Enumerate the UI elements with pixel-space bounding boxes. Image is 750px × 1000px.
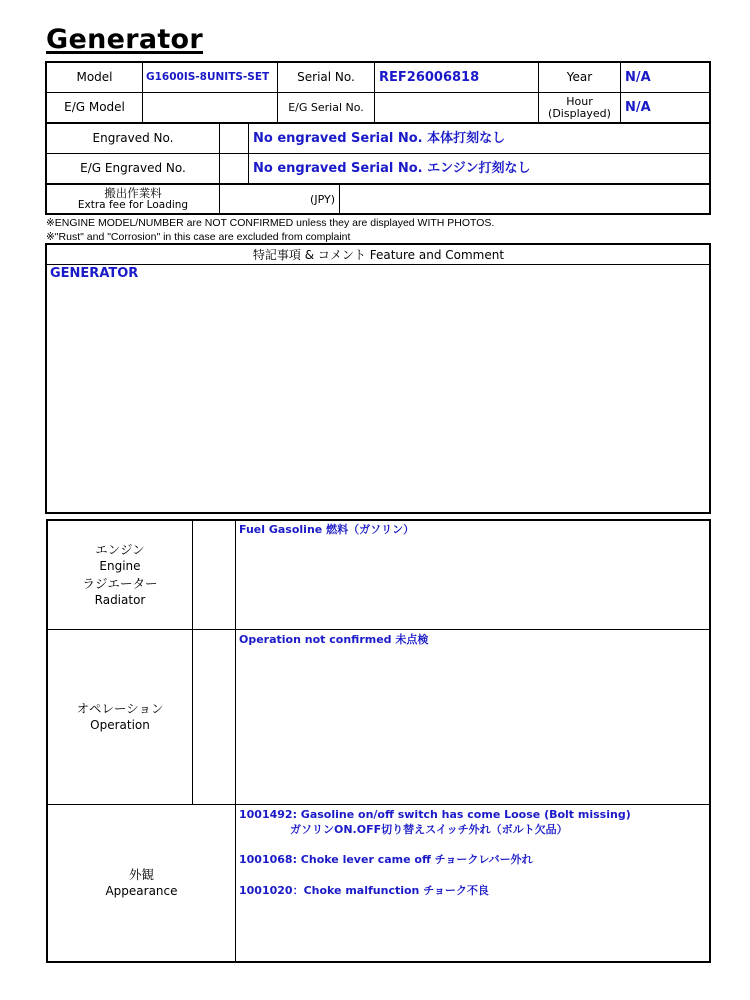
feature-text: GENERATOR [50,266,139,281]
serial-value: REF26006818 [379,70,480,85]
appearance-item: ガソリンON.OFF切り替えスイッチ外れ（ボルト欠品） [290,823,568,836]
engine-section-label [48,521,192,629]
engraved-label: Engraved No. [92,131,174,145]
eg-model-value [143,93,277,122]
eg-serial-value [375,93,538,122]
hour-label [539,93,620,122]
note-engine-confirmation: ※ENGINE MODEL/NUMBER are NOT CONFIRMED unless they are displayed WITH PHOTOS. [46,217,495,229]
note-rust-exclusion: ※"Rust" and "Corrosion" in this case are excluded from complaint [46,231,351,243]
hour-label-line1: Hour [566,94,593,108]
radiator-label-en: Radiator [94,593,146,607]
appearance-item: 1001068: Choke lever came off チョークレバー外れ [239,853,533,866]
loading-fee-label [47,185,219,213]
year-value: N/A [625,70,651,85]
engine-label-jp: エンジン [95,542,145,557]
hour-value: N/A [625,100,651,115]
eg-engraved-value: No engraved Serial No. エンジン打刻なし [253,161,531,176]
page-title: Generator [46,24,204,55]
eg-engraved-label: E/G Engraved No. [80,161,186,175]
appearance-section-label [48,805,235,961]
engine-label-en: Engine [99,559,141,573]
operation-label-en: Operation [90,718,150,732]
year-label: Year [566,70,593,84]
model-label: Model [76,70,113,84]
hour-label-line2: (Displayed) [548,106,611,120]
model-value: G1600IS-8UNITS-SET [146,71,270,83]
operation-item: Operation not confirmed 未点検 [239,633,429,646]
radiator-label-jp: ラジエーター [82,576,158,591]
loading-fee-label-jp: 搬出作業料 [104,186,162,200]
loading-fee-label-en: Extra fee for Loading [77,199,189,211]
appearance-label-en: Appearance [105,884,178,898]
appearance-label-jp: 外観 [128,867,154,882]
serial-label: Serial No. [297,70,355,84]
appearance-item: 1001020：Choke malfunction チョーク不良 [239,884,489,897]
feature-header: 特記事項 & コメント Feature and Comment [252,247,505,262]
eg-model-label: E/G Model [64,100,125,114]
appearance-item: 1001492: Gasoline on/off switch has come Loose (Bolt missing) [239,808,631,821]
loading-currency: (JPY) [310,192,335,206]
eg-serial-label: E/G Serial No. [288,101,364,114]
loading-fee-value [340,185,709,213]
operation-label-jp: オペレーション [76,701,164,716]
engraved-value: No engraved Serial No. 本体打刻なし [253,131,506,146]
engine-item: Fuel Gasoline 燃料（ガソリン） [239,523,415,536]
operation-section-label [48,630,192,804]
